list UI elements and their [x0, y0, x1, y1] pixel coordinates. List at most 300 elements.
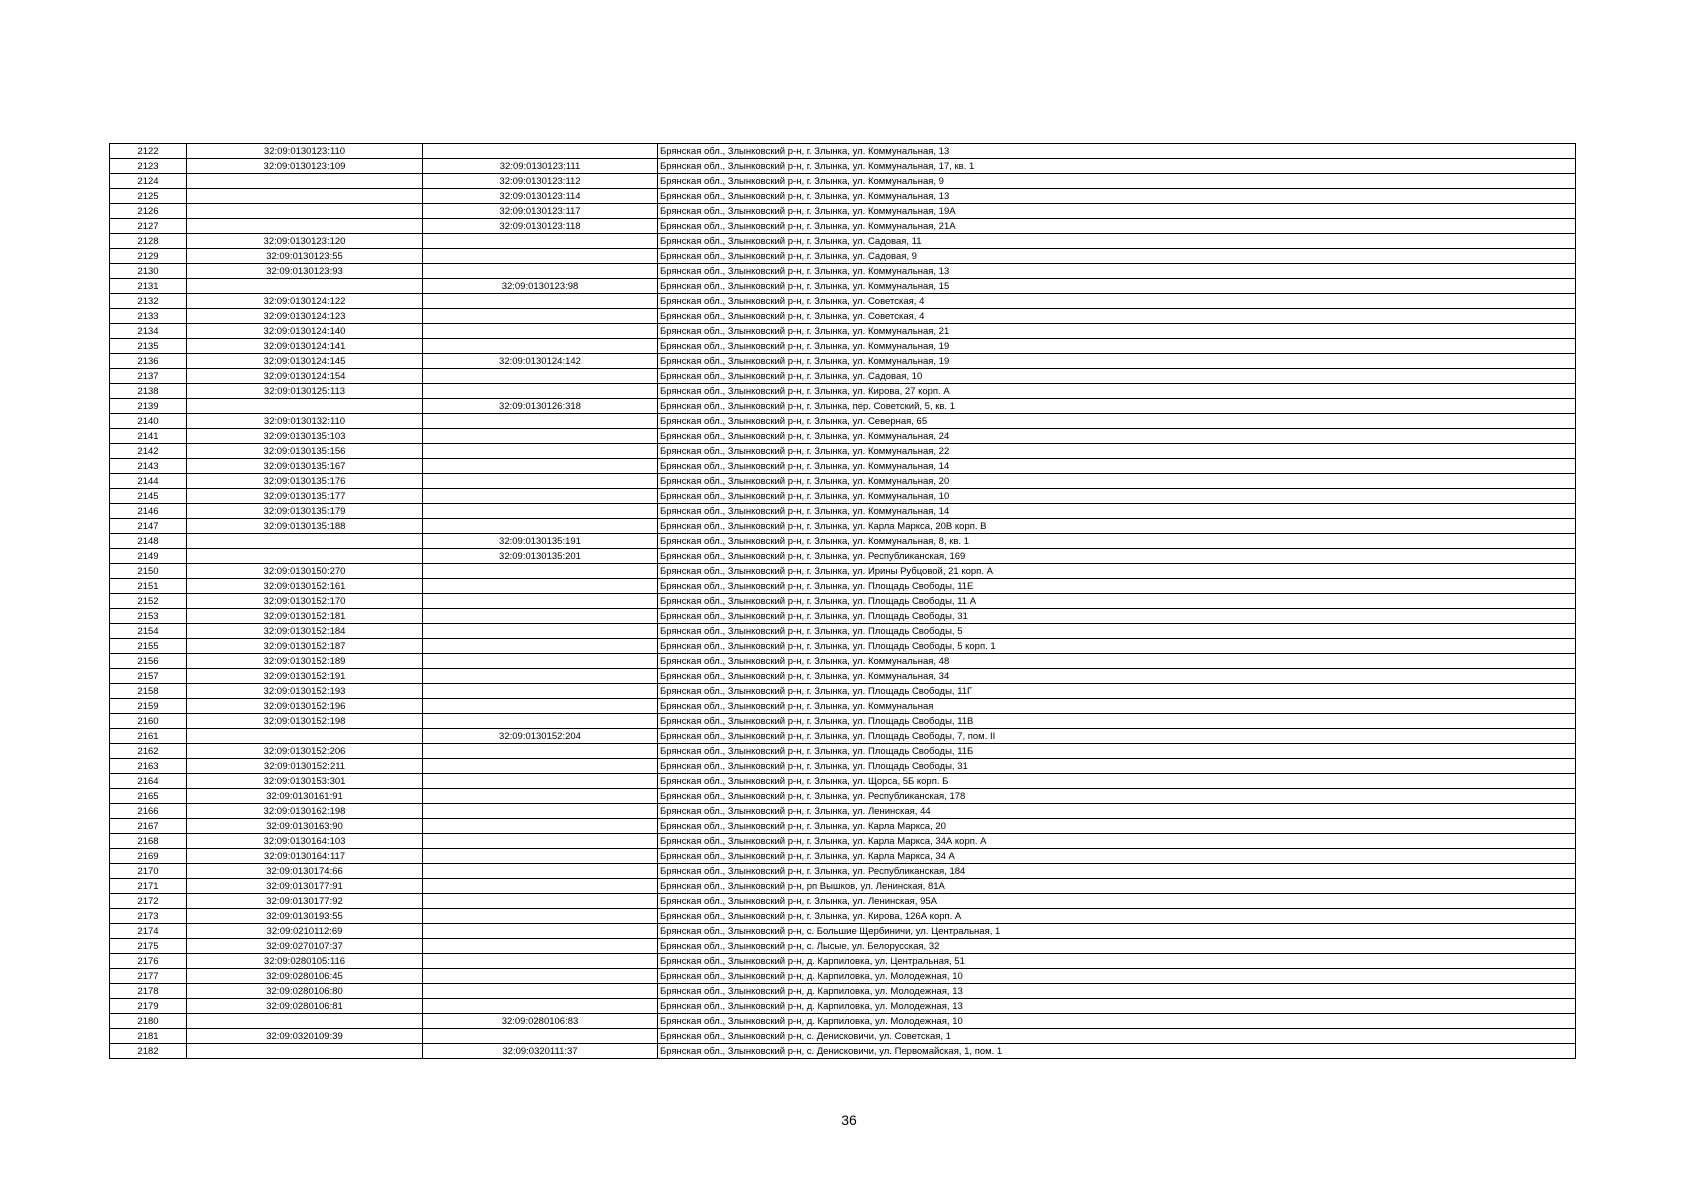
address-cell: Брянская обл., Злынковский р-н, г. Злынка, пер. Советский, 5, кв. 1: [658, 399, 1576, 414]
address-cell: Брянская обл., Злынковский р-н, г. Злынка, ул. Коммунальная, 9: [658, 174, 1576, 189]
address-cell: Брянская обл., Злынковский р-н, д. Карпиловка, ул. Молодежная, 10: [658, 1014, 1576, 1029]
row-number-cell: 2132: [110, 294, 187, 309]
cadastral-number-cell: 32:09:0130124:145: [187, 354, 423, 369]
row-number-cell: 2123: [110, 159, 187, 174]
related-cadastral-number-cell: [423, 264, 658, 279]
table-row: [110, 534, 1576, 549]
cadastral-number-cell: 32:09:0130124:123: [187, 309, 423, 324]
address-cell: Брянская обл., Злынковский р-н, г. Злынка, ул. Советская, 4: [658, 309, 1576, 324]
cadastral-number-cell: [187, 729, 423, 744]
row-number-cell: 2145: [110, 489, 187, 504]
cadastral-number-cell: 32:09:0320109:39: [187, 1029, 423, 1044]
related-cadastral-number-cell: [423, 774, 658, 789]
address-cell: Брянская обл., Злынковский р-н, г. Злынка, ул. Коммунальная, 21А: [658, 219, 1576, 234]
row-number-cell: 2153: [110, 609, 187, 624]
cadastral-number-cell: 32:09:0130135:103: [187, 429, 423, 444]
cadastral-number-cell: 32:09:0280105:116: [187, 954, 423, 969]
address-cell: Брянская обл., Злынковский р-н, г. Злынка, ул. Республиканская, 169: [658, 549, 1576, 564]
related-cadastral-number-cell: 32:09:0130135:201: [423, 549, 658, 564]
related-cadastral-number-cell: [423, 504, 658, 519]
cadastral-number-cell: 32:09:0130135:179: [187, 504, 423, 519]
cadastral-number-cell: [187, 189, 423, 204]
table-row: [110, 1014, 1576, 1029]
row-number-cell: 2129: [110, 249, 187, 264]
row-number-cell: 2165: [110, 789, 187, 804]
cadastral-number-cell: 32:09:0130162:198: [187, 804, 423, 819]
table-row: [110, 144, 1576, 159]
related-cadastral-number-cell: [423, 684, 658, 699]
row-number-cell: 2142: [110, 444, 187, 459]
related-cadastral-number-cell: [423, 474, 658, 489]
address-cell: Брянская обл., Злынковский р-н, г. Злынка, ул. Коммунальная, 19А: [658, 204, 1576, 219]
table-body: [110, 144, 1576, 1059]
cadastral-number-cell: 32:09:0130161:91: [187, 789, 423, 804]
table-row: [110, 789, 1576, 804]
cadastral-number-cell: 32:09:0130152:211: [187, 759, 423, 774]
table-row: [110, 969, 1576, 984]
row-number-cell: 2127: [110, 219, 187, 234]
cadastral-number-cell: 32:09:0130174:66: [187, 864, 423, 879]
address-cell: Брянская обл., Злынковский р-н, г. Злынка, ул. Коммунальная, 20: [658, 474, 1576, 489]
cadastral-number-cell: [187, 174, 423, 189]
address-cell: Брянская обл., Злынковский р-н, г. Злынка, ул. Садовая, 9: [658, 249, 1576, 264]
row-number-cell: 2162: [110, 744, 187, 759]
cadastral-number-cell: 32:09:0130135:156: [187, 444, 423, 459]
address-cell: Брянская обл., Злынковский р-н, г. Злынка, ул. Коммунальная, 10: [658, 489, 1576, 504]
cadastral-number-cell: 32:09:0130152:198: [187, 714, 423, 729]
table-row: [110, 864, 1576, 879]
row-number-cell: 2130: [110, 264, 187, 279]
cadastral-number-cell: 32:09:0130124:140: [187, 324, 423, 339]
cadastral-number-cell: 32:09:0130135:177: [187, 489, 423, 504]
row-number-cell: 2179: [110, 999, 187, 1014]
related-cadastral-number-cell: [423, 294, 658, 309]
table-row: [110, 849, 1576, 864]
table-row: [110, 819, 1576, 834]
related-cadastral-number-cell: [423, 939, 658, 954]
related-cadastral-number-cell: 32:09:0280106:83: [423, 1014, 658, 1029]
row-number-cell: 2128: [110, 234, 187, 249]
table-row: [110, 234, 1576, 249]
address-cell: Брянская обл., Злынковский р-н, г. Злынка, ул. Площадь Свободы, 11Е: [658, 579, 1576, 594]
table-row: [110, 669, 1576, 684]
cadastral-number-cell: 32:09:0130125:113: [187, 384, 423, 399]
row-number-cell: 2157: [110, 669, 187, 684]
address-cell: Брянская обл., Злынковский р-н, г. Злынка, ул. Коммунальная, 34: [658, 669, 1576, 684]
table-row: [110, 474, 1576, 489]
related-cadastral-number-cell: [423, 594, 658, 609]
cadastral-number-cell: 32:09:0130152:184: [187, 624, 423, 639]
row-number-cell: 2144: [110, 474, 187, 489]
row-number-cell: 2161: [110, 729, 187, 744]
row-number-cell: 2122: [110, 144, 187, 159]
address-cell: Брянская обл., Злынковский р-н, г. Злынка, ул. Карла Маркса, 20: [658, 819, 1576, 834]
table-row: [110, 519, 1576, 534]
related-cadastral-number-cell: [423, 789, 658, 804]
table-row: [110, 489, 1576, 504]
cadastral-number-cell: 32:09:0130153:301: [187, 774, 423, 789]
cadastral-number-cell: 32:09:0280106:81: [187, 999, 423, 1014]
address-cell: Брянская обл., Злынковский р-н, г. Злынка, ул. Коммунальная, 19: [658, 339, 1576, 354]
address-cell: Брянская обл., Злынковский р-н, г. Злынка, ул. Карла Маркса, 34 А: [658, 849, 1576, 864]
row-number-cell: 2138: [110, 384, 187, 399]
table-row: [110, 219, 1576, 234]
table-row: [110, 894, 1576, 909]
table-row: [110, 564, 1576, 579]
row-number-cell: 2167: [110, 819, 187, 834]
related-cadastral-number-cell: 32:09:0130123:112: [423, 174, 658, 189]
address-cell: Брянская обл., Злынковский р-н, г. Злынка, ул. Карла Маркса, 20В корп. В: [658, 519, 1576, 534]
related-cadastral-number-cell: [423, 864, 658, 879]
related-cadastral-number-cell: [423, 744, 658, 759]
related-cadastral-number-cell: [423, 144, 658, 159]
address-cell: Брянская обл., Злынковский р-н, г. Злынка, ул. Площадь Свободы, 31: [658, 609, 1576, 624]
address-cell: Брянская обл., Злынковский р-н, д. Карпиловка, ул. Молодежная, 10: [658, 969, 1576, 984]
related-cadastral-number-cell: [423, 384, 658, 399]
table-row: [110, 714, 1576, 729]
cadastral-number-cell: 32:09:0130152:193: [187, 684, 423, 699]
cadastral-number-cell: 32:09:0130152:161: [187, 579, 423, 594]
related-cadastral-number-cell: [423, 969, 658, 984]
address-cell: Брянская обл., Злынковский р-н, г. Злынка, ул. Площадь Свободы, 5 корп. 1: [658, 639, 1576, 654]
row-number-cell: 2181: [110, 1029, 187, 1044]
cadastral-number-cell: 32:09:0130193:55: [187, 909, 423, 924]
row-number-cell: 2141: [110, 429, 187, 444]
row-number-cell: 2125: [110, 189, 187, 204]
cadastral-number-cell: 32:09:0130152:181: [187, 609, 423, 624]
row-number-cell: 2164: [110, 774, 187, 789]
address-cell: Брянская обл., Злынковский р-н, г. Злынка, ул. Ленинская, 44: [658, 804, 1576, 819]
address-cell: Брянская обл., Злынковский р-н, г. Злынка, ул. Коммунальная, 14: [658, 504, 1576, 519]
cadastral-number-cell: 32:09:0280106:80: [187, 984, 423, 999]
cadastral-number-cell: 32:09:0130152:206: [187, 744, 423, 759]
related-cadastral-number-cell: [423, 579, 658, 594]
row-number-cell: 2140: [110, 414, 187, 429]
row-number-cell: 2134: [110, 324, 187, 339]
related-cadastral-number-cell: [423, 1029, 658, 1044]
table-row: [110, 399, 1576, 414]
related-cadastral-number-cell: 32:09:0130123:117: [423, 204, 658, 219]
cadastral-table: [109, 143, 1576, 1059]
address-cell: Брянская обл., Злынковский р-н, д. Карпиловка, ул. Молодежная, 13: [658, 999, 1576, 1014]
address-cell: Брянская обл., Злынковский р-н, г. Злынка, ул. Садовая, 11: [658, 234, 1576, 249]
table-row: [110, 834, 1576, 849]
address-cell: Брянская обл., Злынковский р-н, г. Злынка, ул. Площадь Свободы, 11 А: [658, 594, 1576, 609]
table-row: [110, 804, 1576, 819]
cadastral-number-cell: 32:09:0130152:187: [187, 639, 423, 654]
related-cadastral-number-cell: [423, 519, 658, 534]
table-row: [110, 504, 1576, 519]
table-row: [110, 879, 1576, 894]
row-number-cell: 2177: [110, 969, 187, 984]
table-row: [110, 624, 1576, 639]
row-number-cell: 2172: [110, 894, 187, 909]
address-cell: Брянская обл., Злынковский р-н, д. Карпиловка, ул. Молодежная, 13: [658, 984, 1576, 999]
cadastral-number-cell: [187, 219, 423, 234]
related-cadastral-number-cell: [423, 249, 658, 264]
related-cadastral-number-cell: [423, 309, 658, 324]
row-number-cell: 2178: [110, 984, 187, 999]
related-cadastral-number-cell: 32:09:0130123:111: [423, 159, 658, 174]
address-cell: Брянская обл., Злынковский р-н, с. Денисковичи, ул. Советская, 1: [658, 1029, 1576, 1044]
row-number-cell: 2148: [110, 534, 187, 549]
address-cell: Брянская обл., Злынковский р-н, г. Злынка, ул. Коммунальная, 48: [658, 654, 1576, 669]
address-cell: Брянская обл., Злынковский р-н, г. Злынка, ул. Кирова, 126А корп. А: [658, 909, 1576, 924]
row-number-cell: 2155: [110, 639, 187, 654]
address-cell: Брянская обл., Злынковский р-н, с. Большие Щербиничи, ул. Центральная, 1: [658, 924, 1576, 939]
page-number: 36: [841, 1112, 857, 1128]
table-row: [110, 279, 1576, 294]
related-cadastral-number-cell: [423, 639, 658, 654]
row-number-cell: 2176: [110, 954, 187, 969]
row-number-cell: 2169: [110, 849, 187, 864]
table-row: [110, 204, 1576, 219]
row-number-cell: 2166: [110, 804, 187, 819]
related-cadastral-number-cell: [423, 324, 658, 339]
cadastral-number-cell: 32:09:0210112:69: [187, 924, 423, 939]
cadastral-number-cell: [187, 549, 423, 564]
row-number-cell: 2151: [110, 579, 187, 594]
table-row: [110, 354, 1576, 369]
table-row: [110, 1044, 1576, 1059]
table-row: [110, 324, 1576, 339]
table-row: [110, 429, 1576, 444]
cadastral-number-cell: 32:09:0130123:55: [187, 249, 423, 264]
table-row: [110, 984, 1576, 999]
table-row: [110, 954, 1576, 969]
table-row: [110, 939, 1576, 954]
row-number-cell: 2174: [110, 924, 187, 939]
related-cadastral-number-cell: [423, 339, 658, 354]
table-row: [110, 459, 1576, 474]
address-cell: Брянская обл., Злынковский р-н, г. Злынка, ул. Коммунальная, 14: [658, 459, 1576, 474]
row-number-cell: 2139: [110, 399, 187, 414]
address-cell: Брянская обл., Злынковский р-н, г. Злынка, ул. Садовая, 10: [658, 369, 1576, 384]
table-row: [110, 759, 1576, 774]
related-cadastral-number-cell: [423, 234, 658, 249]
related-cadastral-number-cell: [423, 819, 658, 834]
related-cadastral-number-cell: 32:09:0130126:318: [423, 399, 658, 414]
cadastral-number-cell: 32:09:0130163:90: [187, 819, 423, 834]
cadastral-number-cell: [187, 279, 423, 294]
row-number-cell: 2150: [110, 564, 187, 579]
cadastral-number-cell: 32:09:0130124:154: [187, 369, 423, 384]
cadastral-number-cell: 32:09:0130123:110: [187, 144, 423, 159]
cadastral-number-cell: 32:09:0130123:120: [187, 234, 423, 249]
related-cadastral-number-cell: [423, 429, 658, 444]
row-number-cell: 2131: [110, 279, 187, 294]
address-cell: Брянская обл., Злынковский р-н, г. Злынка, ул. Коммунальная, 8, кв. 1: [658, 534, 1576, 549]
related-cadastral-number-cell: [423, 489, 658, 504]
address-cell: Брянская обл., Злынковский р-н, г. Злынка, ул. Коммунальная, 22: [658, 444, 1576, 459]
cadastral-number-cell: 32:09:0130152:170: [187, 594, 423, 609]
related-cadastral-number-cell: [423, 714, 658, 729]
cadastral-number-cell: 32:09:0280106:45: [187, 969, 423, 984]
related-cadastral-number-cell: [423, 759, 658, 774]
table-row: [110, 909, 1576, 924]
cadastral-number-cell: 32:09:0130135:176: [187, 474, 423, 489]
address-cell: Брянская обл., Злынковский р-н, г. Злынка, ул. Коммунальная, 15: [658, 279, 1576, 294]
related-cadastral-number-cell: [423, 654, 658, 669]
address-cell: Брянская обл., Злынковский р-н, г. Злынка, ул. Республиканская, 178: [658, 789, 1576, 804]
address-cell: Брянская обл., Злынковский р-н, д. Карпиловка, ул. Центральная, 51: [658, 954, 1576, 969]
address-cell: Брянская обл., Злынковский р-н, г. Злынка, ул. Ленинская, 95А: [658, 894, 1576, 909]
row-number-cell: 2170: [110, 864, 187, 879]
address-cell: Брянская обл., Злынковский р-н, г. Злынка, ул. Карла Маркса, 34А корп. А: [658, 834, 1576, 849]
address-cell: Брянская обл., Злынковский р-н, с. Денисковичи, ул. Первомайская, 1, пом. 1: [658, 1044, 1576, 1059]
address-cell: Брянская обл., Злынковский р-н, г. Злынка, ул. Коммунальная, 13: [658, 189, 1576, 204]
row-number-cell: 2152: [110, 594, 187, 609]
address-cell: Брянская обл., Злынковский р-н, с. Лысые, ул. Белорусская, 32: [658, 939, 1576, 954]
cadastral-number-cell: 32:09:0130164:103: [187, 834, 423, 849]
address-cell: Брянская обл., Злынковский р-н, г. Злынка, ул. Коммунальная, 13: [658, 144, 1576, 159]
table-row: [110, 309, 1576, 324]
cadastral-number-cell: 32:09:0130124:122: [187, 294, 423, 309]
table-row: [110, 249, 1576, 264]
related-cadastral-number-cell: [423, 954, 658, 969]
row-number-cell: 2156: [110, 654, 187, 669]
related-cadastral-number-cell: [423, 909, 658, 924]
address-cell: Брянская обл., Злынковский р-н, г. Злынка, ул. Площадь Свободы, 11Г: [658, 684, 1576, 699]
related-cadastral-number-cell: [423, 369, 658, 384]
row-number-cell: 2159: [110, 699, 187, 714]
address-cell: Брянская обл., Злынковский р-н, г. Злынка, ул. Кирова, 27 корп. А: [658, 384, 1576, 399]
related-cadastral-number-cell: [423, 834, 658, 849]
cadastral-number-cell: [187, 399, 423, 414]
cadastral-number-cell: [187, 1044, 423, 1059]
related-cadastral-number-cell: [423, 699, 658, 714]
cadastral-number-cell: [187, 1014, 423, 1029]
table-row: [110, 999, 1576, 1014]
cadastral-number-cell: 32:09:0130164:117: [187, 849, 423, 864]
cadastral-number-cell: 32:09:0130135:188: [187, 519, 423, 534]
cadastral-number-cell: 32:09:0270107:37: [187, 939, 423, 954]
related-cadastral-number-cell: [423, 879, 658, 894]
address-cell: Брянская обл., Злынковский р-н, г. Злынка, ул. Площадь Свободы, 31: [658, 759, 1576, 774]
address-cell: Брянская обл., Злынковский р-н, г. Злынка, ул. Республиканская, 184: [658, 864, 1576, 879]
related-cadastral-number-cell: [423, 924, 658, 939]
row-number-cell: 2158: [110, 684, 187, 699]
table-row: [110, 189, 1576, 204]
row-number-cell: 2163: [110, 759, 187, 774]
cadastral-number-cell: 32:09:0130150:270: [187, 564, 423, 579]
related-cadastral-number-cell: 32:09:0130152:204: [423, 729, 658, 744]
related-cadastral-number-cell: [423, 894, 658, 909]
related-cadastral-number-cell: [423, 459, 658, 474]
row-number-cell: 2175: [110, 939, 187, 954]
address-cell: Брянская обл., Злынковский р-н, г. Злынка, ул. Площадь Свободы, 11В: [658, 714, 1576, 729]
related-cadastral-number-cell: 32:09:0320111:37: [423, 1044, 658, 1059]
cadastral-number-cell: 32:09:0130177:92: [187, 894, 423, 909]
cadastral-number-cell: 32:09:0130152:189: [187, 654, 423, 669]
related-cadastral-number-cell: 32:09:0130123:118: [423, 219, 658, 234]
related-cadastral-number-cell: 32:09:0130123:98: [423, 279, 658, 294]
address-cell: Брянская обл., Злынковский р-н, г. Злынка, ул. Щорса, 5Б корп. Б: [658, 774, 1576, 789]
cadastral-number-cell: [187, 534, 423, 549]
table-row: [110, 444, 1576, 459]
related-cadastral-number-cell: [423, 804, 658, 819]
address-cell: Брянская обл., Злынковский р-н, г. Злынка, ул. Ирины Рубцовой, 21 корп. А: [658, 564, 1576, 579]
related-cadastral-number-cell: [423, 609, 658, 624]
cadastral-number-cell: 32:09:0130152:191: [187, 669, 423, 684]
table-row: [110, 744, 1576, 759]
row-number-cell: 2136: [110, 354, 187, 369]
related-cadastral-number-cell: [423, 999, 658, 1014]
cadastral-number-cell: 32:09:0130124:141: [187, 339, 423, 354]
table-row: [110, 549, 1576, 564]
table-row: [110, 924, 1576, 939]
row-number-cell: 2124: [110, 174, 187, 189]
table-row: [110, 1029, 1576, 1044]
cadastral-number-cell: 32:09:0130135:167: [187, 459, 423, 474]
related-cadastral-number-cell: 32:09:0130135:191: [423, 534, 658, 549]
row-number-cell: 2146: [110, 504, 187, 519]
row-number-cell: 2180: [110, 1014, 187, 1029]
row-number-cell: 2173: [110, 909, 187, 924]
table-row: [110, 654, 1576, 669]
table-row: [110, 594, 1576, 609]
row-number-cell: 2160: [110, 714, 187, 729]
table-row: [110, 339, 1576, 354]
address-cell: Брянская обл., Злынковский р-н, г. Злынка, ул. Коммунальная, 21: [658, 324, 1576, 339]
address-cell: Брянская обл., Злынковский р-н, г. Злынка, ул. Коммунальная, 24: [658, 429, 1576, 444]
table-row: [110, 639, 1576, 654]
table-row: [110, 774, 1576, 789]
related-cadastral-number-cell: [423, 624, 658, 639]
row-number-cell: 2182: [110, 1044, 187, 1059]
address-cell: Брянская обл., Злынковский р-н, г. Злынка, ул. Площадь Свободы, 5: [658, 624, 1576, 639]
row-number-cell: 2135: [110, 339, 187, 354]
related-cadastral-number-cell: [423, 984, 658, 999]
address-cell: Брянская обл., Злынковский р-н, г. Злынка, ул. Коммунальная: [658, 699, 1576, 714]
cadastral-number-cell: 32:09:0130152:196: [187, 699, 423, 714]
table-row: [110, 609, 1576, 624]
row-number-cell: 2133: [110, 309, 187, 324]
address-cell: Брянская обл., Злынковский р-н, г. Злынка, ул. Коммунальная, 13: [658, 264, 1576, 279]
table-row: [110, 384, 1576, 399]
address-cell: Брянская обл., Злынковский р-н, г. Злынка, ул. Коммунальная, 17, кв. 1: [658, 159, 1576, 174]
table-row: [110, 414, 1576, 429]
table-row: [110, 294, 1576, 309]
cadastral-number-cell: 32:09:0130177:91: [187, 879, 423, 894]
row-number-cell: 2168: [110, 834, 187, 849]
related-cadastral-number-cell: [423, 669, 658, 684]
table-row: [110, 174, 1576, 189]
address-cell: Брянская обл., Злынковский р-н, г. Злынка, ул. Коммунальная, 19: [658, 354, 1576, 369]
row-number-cell: 2171: [110, 879, 187, 894]
related-cadastral-number-cell: [423, 564, 658, 579]
related-cadastral-number-cell: [423, 414, 658, 429]
related-cadastral-number-cell: 32:09:0130124:142: [423, 354, 658, 369]
related-cadastral-number-cell: [423, 849, 658, 864]
cadastral-number-cell: 32:09:0130123:109: [187, 159, 423, 174]
table-row: [110, 684, 1576, 699]
table-row: [110, 159, 1576, 174]
row-number-cell: 2149: [110, 549, 187, 564]
address-cell: Брянская обл., Злынковский р-н, рп Вышков, ул. Ленинская, 81А: [658, 879, 1576, 894]
row-number-cell: 2154: [110, 624, 187, 639]
cadastral-number-cell: 32:09:0130123:93: [187, 264, 423, 279]
address-cell: Брянская обл., Злынковский р-н, г. Злынка, ул. Площадь Свободы, 11Б: [658, 744, 1576, 759]
address-cell: Брянская обл., Злынковский р-н, г. Злынка, ул. Северная, 65: [658, 414, 1576, 429]
related-cadastral-number-cell: 32:09:0130123:114: [423, 189, 658, 204]
table-row: [110, 729, 1576, 744]
row-number-cell: 2126: [110, 204, 187, 219]
table-row: [110, 369, 1576, 384]
row-number-cell: 2143: [110, 459, 187, 474]
row-number-cell: 2147: [110, 519, 187, 534]
related-cadastral-number-cell: [423, 444, 658, 459]
